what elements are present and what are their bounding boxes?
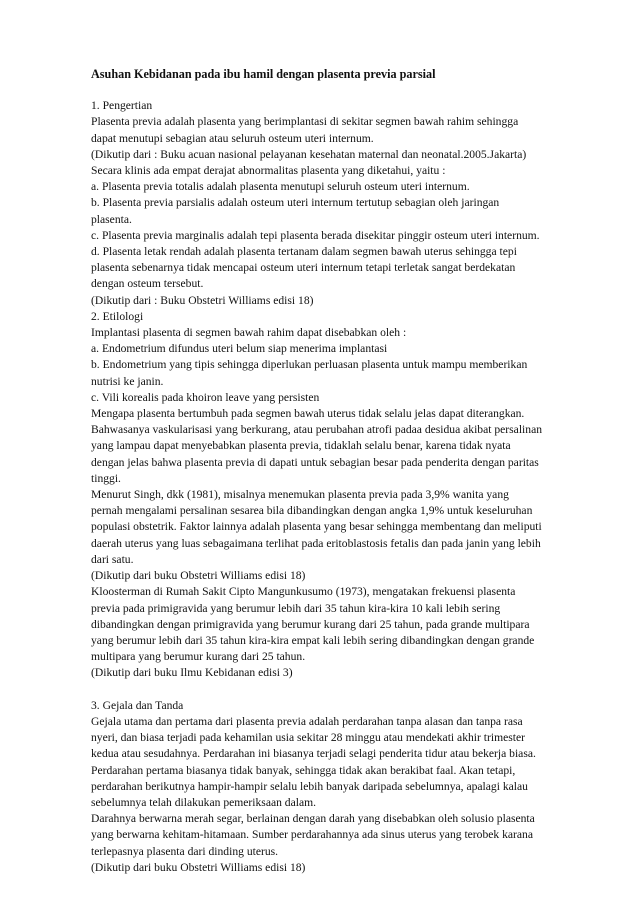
text-line: yang berwarna kehitam-hitamaan. Sumber perdarahannya ada sinus uterus yang terobek karana — [91, 828, 533, 842]
text-line: sebelumnya telah dilakukan pemeriksaan dalam. — [91, 795, 317, 809]
text-line: daerah uterus yang luas sebagaimana terlihat pada eritoblastosis fetalis dan pada janin yang lebih — [91, 536, 541, 550]
text-line: plasenta sebenarnya tidak mencapai osteum uteri internum tetapi terletak sangat berdekatan — [91, 261, 516, 275]
text-line: populasi obstetrik. Faktor lainnya adalah plasenta yang besar sehingga membentang dan meliputi — [91, 520, 542, 534]
text-line: c. Plasenta previa marginalis adalah tepi plasenta berada disekitar pinggir osteum uteri internum. — [91, 228, 540, 242]
text-line: dengan jelas bahwa plasenta previa di dapati untuk sebagian besar pada penderita dengan paritas — [91, 455, 539, 469]
blank-line — [91, 682, 601, 698]
document-body — [91, 66, 601, 876]
text-line: terlepasnya plasenta dari dinding uterus. — [91, 844, 279, 858]
text-line: (Dikutip dari : Buku Obstetri Williams edisi 18) — [91, 293, 314, 307]
text-line: Plasenta previa adalah plasenta yang berimplantasi di sekitar segmen bawah rahim sehingga — [91, 115, 519, 129]
text-line: a. Plasenta previa totalis adalah plasenta menutupi seluruh osteum uteri internum. — [91, 180, 470, 194]
text-line: yang berumur lebih dari 35 tahun kira-kira empat kali lebih sering dibandingkan dengan grande — [91, 633, 535, 647]
text-line: previa pada primigravida yang berumur lebih dari 35 tahun kira-kira 10 kali lebih sering — [91, 601, 501, 615]
text-line: plasenta. — [91, 212, 132, 226]
text-line: Gejala utama dan pertama dari plasenta previa adalah perdarahan tanpa alasan dan tanpa rasa — [91, 714, 523, 728]
text-line: (Dikutip dari buku Obstetri Williams edisi 18) — [91, 860, 306, 874]
text-line: dari satu. — [91, 552, 134, 566]
text-line: (Dikutip dari : Buku acuan nasional pelayanan kesehatan maternal dan neonatal.2005.Jakarta) — [91, 147, 527, 161]
text-line: b. Plasenta previa parsialis adalah osteum uteri internum tertutup sebagian oleh jaringan — [91, 196, 500, 210]
text-line: dibandingkan dengan primigravida yang berumur kurang dari 25 tahun, pada grande multipara — [91, 617, 530, 631]
text-line: Menurut Singh, dkk (1981), misalnya menemukan plasenta previa pada 3,9% wanita yang — [91, 488, 509, 502]
document-title: Asuhan Kebidanan pada ibu hamil dengan plasenta previa parsial — [91, 67, 436, 81]
document-lines — [91, 98, 601, 876]
text-line: c. Vili korealis pada khoiron leave yang persisten — [91, 390, 320, 404]
text-line: dapat menutupi sebagian atau seluruh osteum uteri internum. — [91, 131, 374, 145]
text-line: b. Endometrium yang tipis sehingga diperlukan perluasan plasenta untuk mampu memberikan — [91, 358, 528, 372]
text-line: Perdarahan pertama biasanya tidak banyak, sehingga tidak akan berakibat faal. Akan tetapi, — [91, 763, 516, 777]
text-line: 1. Pengertian — [91, 99, 153, 113]
text-line: (Dikutip dari buku Obstetri Williams edisi 18) — [91, 569, 306, 583]
text-line: Bahwasanya vaskularisasi yang berkurang, atau perubahan atrofi padaa desidua akibat persalinan — [91, 423, 543, 437]
text-line: 3. Gejala dan Tanda — [91, 698, 184, 712]
text-line: dengan osteum tersebut. — [91, 277, 204, 291]
text-line: yang lampau dapat menyebabkan plasenta previa, tidaklah selalu benar, karena tidak nyata — [91, 439, 511, 453]
text-line: Mengapa plasenta bertumbuh pada segmen bawah uterus tidak selalu jelas dapat diterangkan. — [91, 407, 525, 421]
text-line: (Dikutip dari buku Ilmu Kebidanan edisi 3) — [91, 666, 293, 680]
text-line: Secara klinis ada empat derajat abnormalitas plasenta yang diketahui, yaitu : — [91, 164, 446, 178]
text-line: a. Endometrium difundus uteri belum siap menerima implantasi — [91, 342, 388, 356]
text-line: nyeri, dan biasa terjadi pada kehamilan usia sekitar 28 minggu atau mendekati akhir trimester — [91, 731, 525, 745]
text-line: d. Plasenta letak rendah adalah plasenta tertanam dalam segmen bawah uterus sehingga tepi — [91, 245, 517, 259]
text-line: Implantasi plasenta di segmen bawah rahim dapat disebabkan oleh : — [91, 326, 407, 340]
text-line: Kloosterman di Rumah Sakit Cipto Mangunkusumo (1973), mengatakan frekuensi plasenta — [91, 585, 516, 599]
text-line: kedua atau sesudahnya. Perdarahan ini biasanya terjadi selagi penderita tidur atau bekerja biasa. — [91, 747, 536, 761]
text-line: nutrisi ke janin. — [91, 374, 164, 388]
text-line: perdarahan berikutnya hampir-hampir selalu lebih banyak daripada sebelumnya, apalagi kalau — [91, 779, 528, 793]
text-line: multipara yang berumur kurang dari 25 tahun. — [91, 650, 306, 664]
text-line: 2. Etilologi — [91, 309, 144, 323]
text-line: Darahnya berwarna merah segar, berlainan dengan darah yang disebabkan oleh solusio plasenta — [91, 812, 535, 826]
text-line: pernah mengalami persalinan sesarea bila dibandingkan dengan angka 1,9% untuk keseluruhan — [91, 504, 533, 518]
text-line: tinggi. — [91, 471, 121, 485]
